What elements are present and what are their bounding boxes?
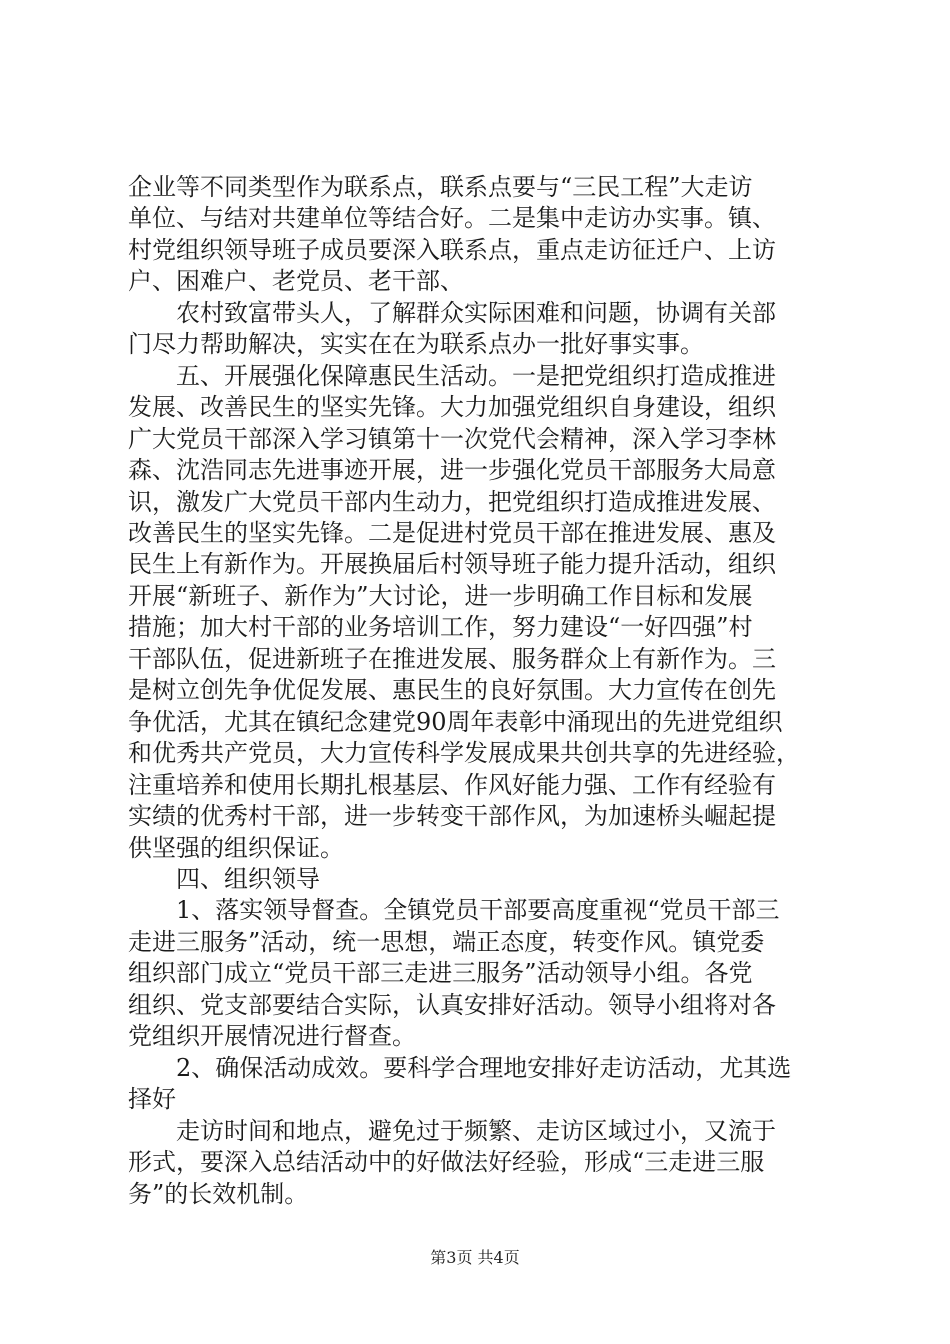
page-footer: 第3页 共4页 [430,1248,520,1267]
text-line: 党组织开展情况进行督查。 [128,1022,416,1050]
section-heading: 四、组织领导 [128,865,320,893]
text-line: 广大党员干部深入学习镇第十一次党代会精神，深入学习李林 [128,425,776,453]
text-line: 措施；加大村干部的业务培训工作，努力建设“一好四强”村 [128,613,753,641]
text-line: 形式，要深入总结活动中的好做法好经验，形成“三走进三服 [128,1148,765,1176]
text-line: 争优活，尤其在镇纪念建党90周年表彰中涌现出的先进党组织 [128,708,783,736]
text-line: 农村致富带头人，了解群众实际困难和问题，协调有关部 [128,299,776,327]
text-line: 发展、改善民生的坚实先锋。大力加强党组织自身建设，组织 [128,393,776,421]
text-line: 门尽力帮助解决，实实在在为联系点办一批好事实事。 [128,330,704,358]
text-line: 单位、与结对共建单位等结合好。二是集中走访办实事。镇、 [128,204,776,232]
text-line: 开展“新班子、新作为”大讨论，进一步明确工作目标和发展 [128,582,753,610]
text-line: 五、开展强化保障惠民生活动。一是把党组织打造成推进 [128,362,776,390]
text-line: 是树立创先争优促发展、惠民生的良好氛围。大力宣传在创先 [128,676,776,704]
text-line: 组织、党支部要结合实际，认真安排好活动。领导小组将对各 [128,991,776,1019]
text-line: 企业等不同类型作为联系点，联系点要与“三民工程”大走访 [128,173,753,201]
text-line: 改善民生的坚实先锋。二是促进村党员干部在推进发展、惠及 [128,519,776,547]
text-line: 1、落实领导督查。全镇党员干部要高度重视“党员干部三 [128,896,780,924]
text-line: 村党组织领导班子成员要深入联系点，重点走访征迁户、上访 [128,236,776,264]
text-line: 2、确保活动成效。要科学合理地安排好走访活动，尤其选 [128,1054,792,1082]
text-line: 注重培养和使用长期扎根基层、作风好能力强、工作有经验有 [128,771,776,799]
text-line: 择好 [128,1085,176,1113]
text-line: 组织部门成立“党员干部三走进三服务”活动领导小组。各党 [128,959,753,987]
text-line: 识，激发广大党员干部内生动力，把党组织打造成推进发展、 [128,488,776,516]
text-line: 干部队伍，促进新班子在推进发展、服务群众上有新作为。三 [128,645,776,673]
text-line: 走访时间和地点，避免过于频繁、走访区域过小，又流于 [128,1117,776,1145]
text-line: 供坚强的组织保证。 [128,834,344,862]
text-line: 和优秀共产党员，大力宣传科学发展成果共创共享的先进经验， [128,739,800,767]
text-line: 实绩的优秀村干部，进一步转变干部作风，为加速桥头崛起提 [128,802,776,830]
text-line: 户、困难户、老党员、老干部、 [128,267,464,295]
text-line: 森、沈浩同志先进事迹开展，进一步强化党员干部服务大局意 [128,456,776,484]
text-line: 民生上有新作为。开展换届后村领导班子能力提升活动，组织 [128,550,776,578]
text-line: 务”的长效机制。 [128,1180,309,1208]
text-line: 走进三服务”活动，统一思想，端正态度，转变作风。镇党委 [128,928,765,956]
